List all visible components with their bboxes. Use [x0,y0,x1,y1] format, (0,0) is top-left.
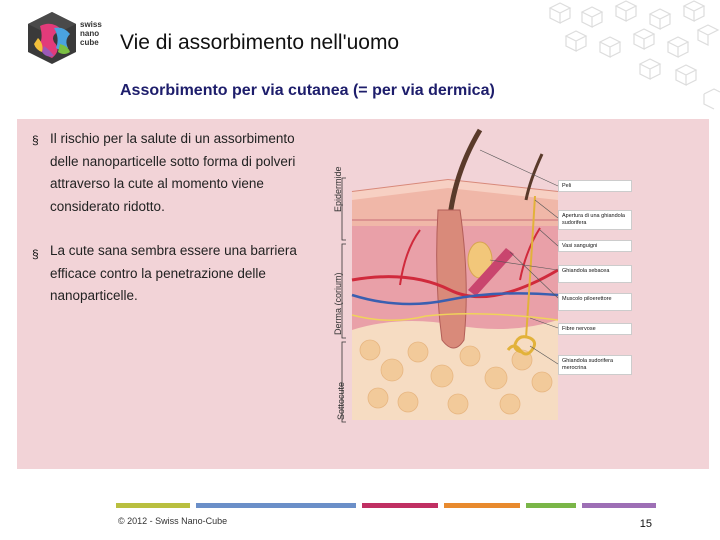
skin-cross-section-illustration [330,120,710,425]
callout-nerve-fibers: Fibre nervose [558,323,632,335]
footer-bar [362,503,438,508]
bullet-marker: § [32,247,39,261]
logo-wordmark: swiss nano cube [80,20,102,47]
footer-bar [526,503,576,508]
callout-sebaceous-gland: Ghiandola sebacea [558,265,632,283]
footer-bar [196,503,356,508]
cube-pattern-decoration [520,0,720,130]
footer-bar [444,503,520,508]
footer-bar [582,503,656,508]
callout-arrector-muscle: Muscolo piloerettore [558,293,632,311]
footer-copyright: © 2012 - Swiss Nano-Cube [118,516,228,526]
dermis-label: Derma (corium) [333,272,343,335]
page-number: 15 [639,518,652,530]
subcutis-label: Sottocute [336,381,346,420]
footer-bar [116,503,190,508]
bullet-text-2: La cute sana sembra essere una barriera efficace contro la penetrazione delle nanoparticelle. [50,243,297,303]
bullet-marker: § [32,133,39,147]
section-subtitle: Assorbimento per via cutanea (= per via dermica) [120,82,495,99]
callout-sweat-gland: Ghiandola sudorifera merocrina [558,355,632,375]
swiss-nano-cube-logo [20,10,116,80]
callout-sweat-opening: Apertura di una ghiandola sudorifera [558,210,632,230]
callout-blood-vessels: Vasi sanguigni [558,240,632,252]
callout-hair: Peli [558,180,632,192]
epidermis-label: Epidermide [333,166,343,212]
bullet-text-1: Il rischio per la salute di un assorbimento delle nanoparticelle sotto forma di polveri attraverso la cute al momento viene considerato ridotto. [50,131,296,214]
page-title: Vie di assorbimento nell'uomo [120,31,400,54]
